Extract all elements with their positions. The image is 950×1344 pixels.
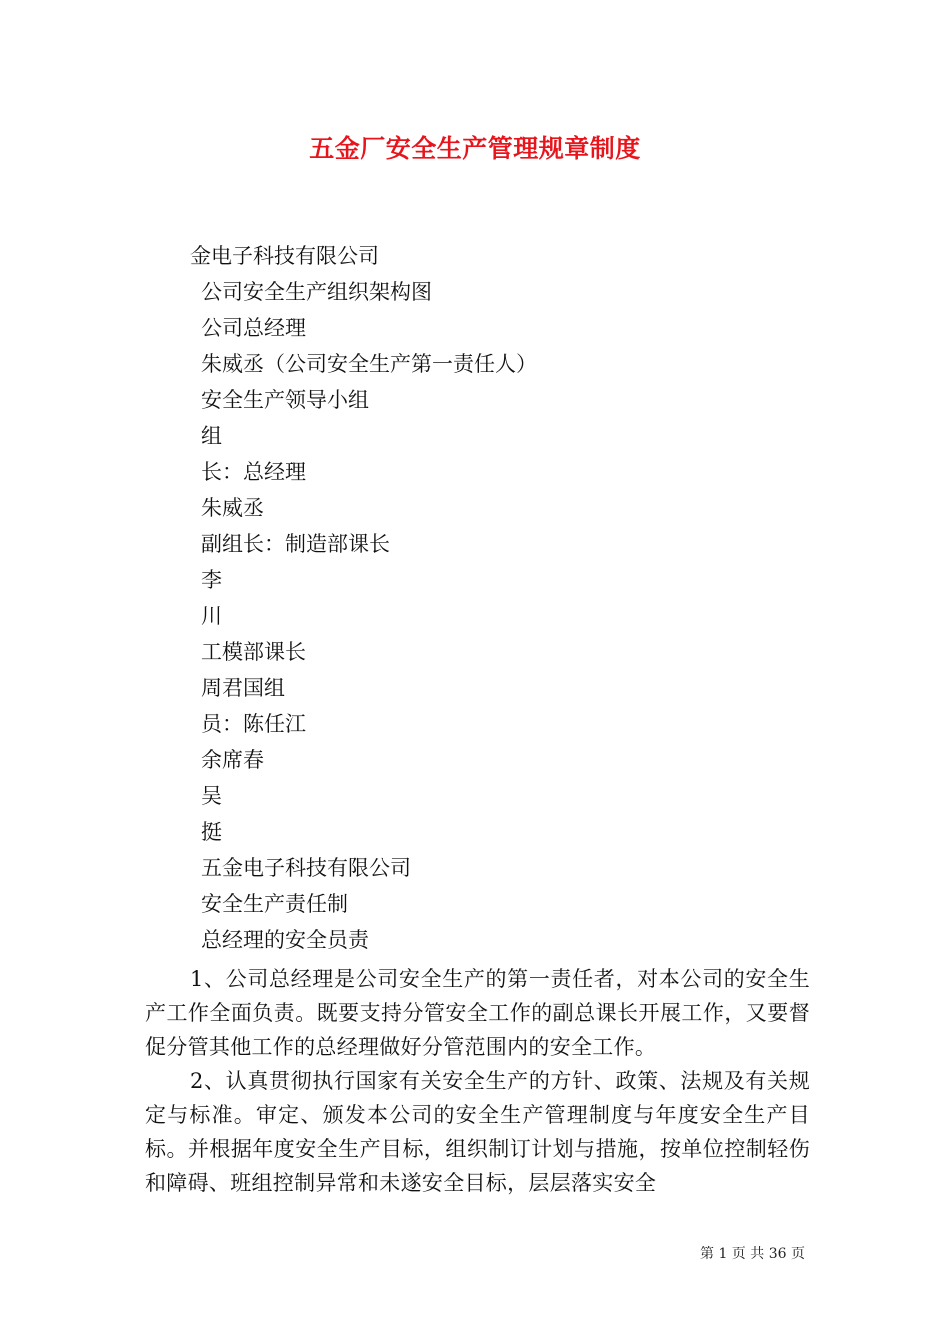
list-line: 挺: [201, 820, 222, 844]
body-text: [145, 962, 810, 1200]
list-line: 朱威丞: [201, 496, 264, 520]
paragraph: 2、认真贯彻执行国家有关安全生产的方针、政策、法规及有关规定与标准。审定、颁发本公司的安全生产管理制度与年度安全生产目标。并根据年度安全生产目标，组织制订计划与措施，按单位控制轻伤和障碍、班组控制异常和未遂安全目标，层层落实安全: [145, 1069, 810, 1195]
list-line: 安全生产责任制: [201, 892, 348, 916]
list-line: 总经理的安全员责: [201, 928, 369, 952]
list-line: 工模部课长: [201, 640, 306, 664]
list-line: 五金电子科技有限公司: [201, 856, 411, 880]
paragraph: 1、公司总经理是公司安全生产的第一责任者，对本公司的安全生产工作全面负责。既要支持分管安全工作的副总课长开展工作，又要督促分管其他工作的总经理做好分管范围内的安全工作。: [145, 967, 810, 1059]
list-line: 吴: [201, 784, 222, 808]
list-line: 安全生产领导小组: [201, 388, 369, 412]
list-line: 余席春: [201, 748, 264, 772]
list-line: 公司总经理: [201, 316, 306, 340]
document-title: 五金厂安全生产管理规章制度: [309, 134, 641, 163]
list-line: 朱威丞（公司安全生产第一责任人）: [201, 352, 537, 376]
list-line: 副组长：制造部课长: [201, 532, 390, 556]
list-line: 川: [201, 604, 222, 628]
list-line: 员：陈任江: [201, 712, 306, 736]
org-structure-list: [201, 274, 537, 958]
list-line: 周君国组: [201, 676, 285, 700]
list-line: 长：总经理: [201, 460, 306, 484]
list-line: 李: [201, 568, 222, 592]
list-line: 组: [201, 424, 222, 448]
list-line: 公司安全生产组织架构图: [201, 280, 432, 304]
company-name-line: 金电子科技有限公司: [190, 244, 379, 268]
page-number-footer: 第 1 页 共 36 页: [700, 1246, 805, 1262]
